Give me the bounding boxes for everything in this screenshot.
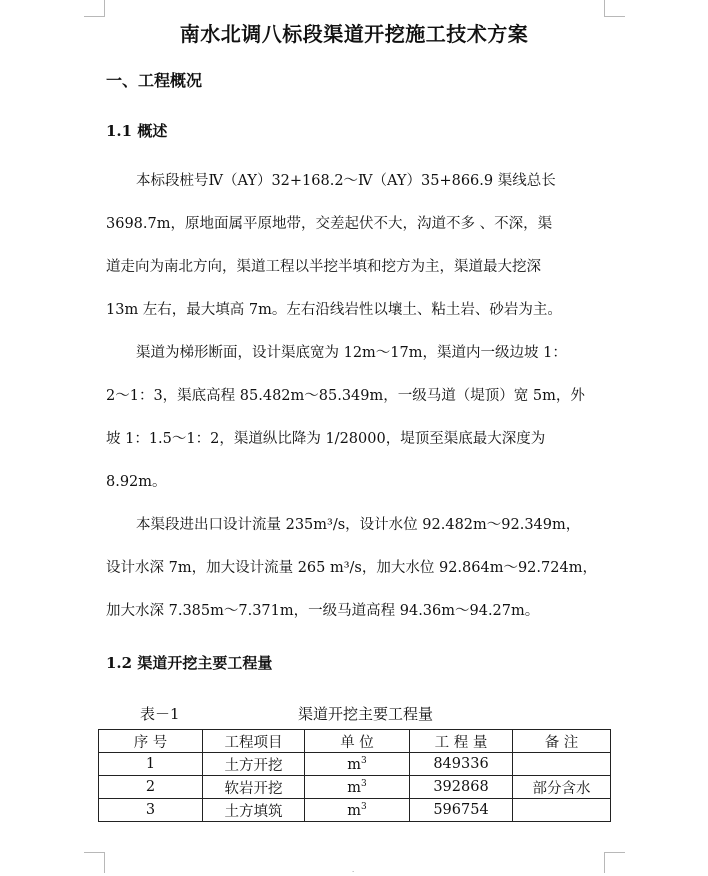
paragraph-line: 3698.7m，原地面属平原地带，交差起伏不大，沟道不多 、不深，渠 (106, 216, 553, 232)
header-remarks: 备 注 (513, 730, 611, 753)
table-row (99, 753, 611, 776)
cell-quantity: 596754 (410, 799, 513, 822)
paragraph-2 (106, 332, 608, 504)
cell-quantity: 849336 (410, 753, 513, 776)
cell-remarks (513, 753, 611, 776)
section-heading-overview: 一、工程概况 (106, 71, 203, 90)
paragraph-line: 13m 左右，最大填高 7m。左右沿线岩性以壤土、粘土岩、砂岩为主。 (106, 302, 562, 318)
paragraph-line: 设计水深 7m，加大设计流量 265 m³/s，加大水位 92.864m～92.724m， (106, 560, 597, 576)
table-row (99, 799, 611, 822)
crop-mark-top-right (604, 0, 625, 17)
header-serial: 序 号 (99, 730, 203, 753)
subsection-heading-1-1: 1.1 概述 (106, 122, 168, 140)
paragraph-line: 道走向为南北方向，渠道工程以半挖半填和挖方为主，渠道最大挖深 (106, 259, 541, 275)
paragraph-line: 8.92m。 (106, 474, 167, 490)
paragraph-line: 2～1：3，渠底高程 85.482m～85.349m，一级马道（堤顶）宽 5m，外 (106, 388, 585, 404)
table-title: 渠道开挖主要工程量 (298, 705, 434, 723)
header-quantity: 工 程 量 (410, 730, 513, 753)
subsection-heading-1-2: 1.2 渠道开挖主要工程量 (106, 654, 273, 672)
cell-remarks: 部分含水 (513, 776, 611, 799)
paragraph-line: 加大水深 7.385m～7.371m，一级马道高程 94.36m～94.27m。 (106, 603, 540, 619)
cell-unit: $m^3$ (305, 776, 410, 799)
paragraph-3 (106, 504, 608, 633)
cell-unit: $m^3$ (305, 753, 410, 776)
cell-item: 土方开挖 (203, 753, 305, 776)
cell-item: 土方填筑 (203, 799, 305, 822)
paragraph-line: 本渠段进出口设计流量 235m³/s，设计水位 92.482m～92.349m， (136, 517, 581, 533)
table-row (99, 776, 611, 799)
table-header-row (99, 730, 611, 753)
cell-serial: 2 (99, 776, 203, 799)
cell-item: 软岩开挖 (203, 776, 305, 799)
cell-serial: 1 (99, 753, 203, 776)
paragraph-line: 坡 1：1.5～1：2，渠道纵比降为 1/28000，堤顶至渠底最大深度为 (106, 431, 546, 447)
document-title: 南水北调八标段渠道开挖施工技术方案 (179, 22, 529, 46)
table-label: 表－1 (140, 705, 180, 723)
cell-remarks (513, 799, 611, 822)
quantities-table (98, 729, 611, 822)
paragraph-line: 本标段桩号Ⅳ（AY）32+168.2～Ⅳ（AY）35+866.9 渠线总长 (136, 173, 556, 189)
cell-unit: $m^3$ (305, 799, 410, 822)
cell-serial: 3 (99, 799, 203, 822)
header-unit: 单 位 (305, 730, 410, 753)
crop-mark-bottom-left (84, 852, 105, 873)
crop-mark-bottom-right (604, 852, 625, 873)
cell-quantity: 392868 (410, 776, 513, 799)
page-marker: · (352, 868, 355, 876)
crop-mark-top-left (84, 0, 105, 17)
paragraph-1 (106, 160, 608, 332)
header-item: 工程项目 (203, 730, 305, 753)
paragraph-line: 渠道为梯形断面，设计渠底宽为 12m～17m，渠道内一级边坡 1： (136, 345, 567, 361)
